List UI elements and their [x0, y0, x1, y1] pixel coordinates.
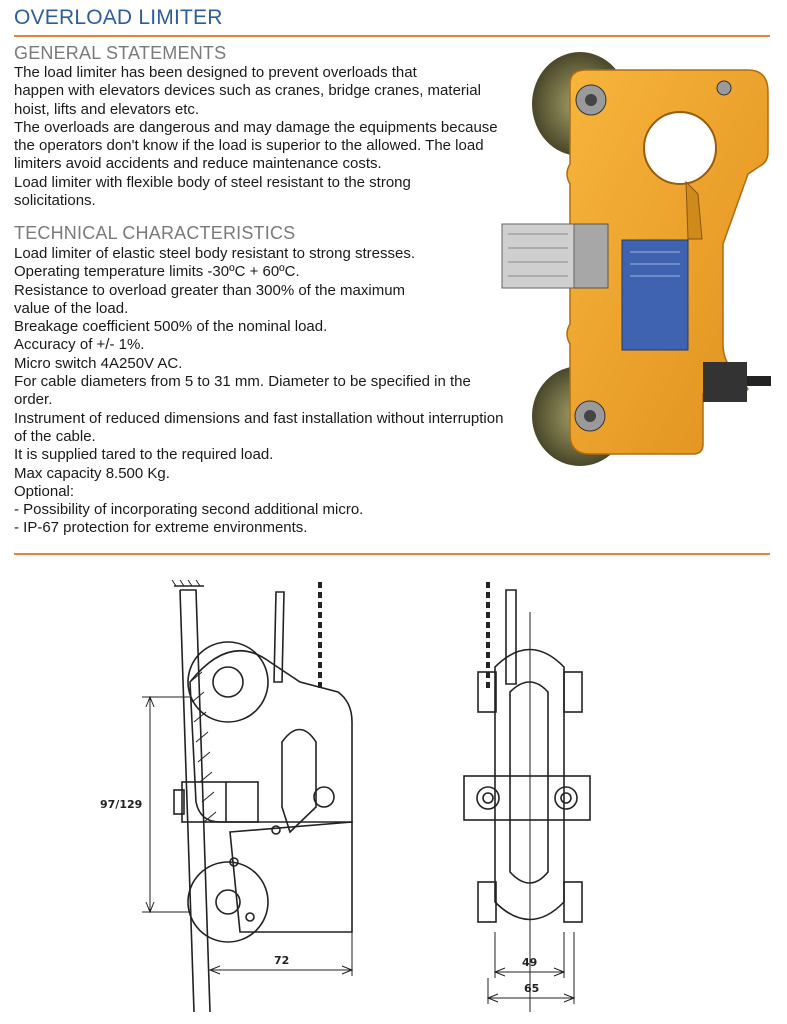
general-line: Load limiter with flexible body of steel resistant to the strong — [14, 173, 411, 191]
technical-paragraph — [14, 245, 503, 538]
technical-line: Load limiter of elastic steel body resistant to strong stresses. — [14, 245, 416, 262]
general-line: The load limiter has been designed to prevent overloads that — [14, 64, 417, 81]
load-limiter-photo — [498, 44, 778, 474]
dim-height: 97/129 — [100, 798, 143, 811]
dim-inner-front: 49 — [522, 956, 538, 969]
general-line: The overloads are dangerous and may damage the equipments because — [14, 118, 498, 136]
technical-line: - IP-67 protection for extreme environments. — [14, 519, 308, 537]
technical-heading: TECHNICAL CHARACTERISTICS — [14, 223, 296, 243]
section-divider — [14, 553, 770, 555]
general-paragraph — [14, 64, 498, 210]
general-line: limiters avoid accidents and reduce maintenance costs. — [14, 155, 382, 173]
general-heading: GENERAL STATEMENTS — [14, 43, 227, 63]
title-divider — [14, 35, 770, 37]
technical-line: - Possibility of incorporating second additional micro. — [14, 501, 364, 519]
technical-line: Max capacity 8.500 Kg. — [14, 464, 170, 482]
technical-line: Instrument of reduced dimensions and fast installation without interruption — [14, 409, 504, 427]
technical-drawing — [90, 572, 610, 1012]
technical-line: For cable diameters from 5 to 31 mm. Diameter to be specified in the — [14, 373, 471, 391]
technical-line: Operating temperature limits -30ºC + 60ºC. — [14, 263, 300, 281]
technical-line: value of the load. — [14, 299, 129, 317]
dim-outer-front: 65 — [524, 982, 540, 995]
general-line: hoist, lifts and elevators etc. — [14, 100, 200, 118]
general-line: happen with elevators devices such as cranes, bridge cranes, material — [14, 82, 481, 100]
technical-line: Accuracy of +/- 1%. — [14, 336, 145, 354]
technical-line: Micro switch 4A250V AC. — [14, 354, 183, 372]
technical-line: order. — [14, 391, 53, 409]
page-title: OVERLOAD LIMITER — [14, 6, 223, 29]
technical-line: Resistance to overload greater than 300% of the maximum — [14, 281, 406, 299]
general-line: solicitations. — [14, 192, 96, 210]
technical-line: Breakage coefficient 500% of the nominal load. — [14, 318, 328, 336]
general-line: the operators don't know if the load is superior to the allowed. The load — [14, 137, 484, 155]
technical-line: Optional: — [14, 482, 75, 500]
technical-line: of the cable. — [14, 427, 96, 445]
dim-width-side: 72 — [274, 954, 290, 967]
technical-line: It is supplied tared to the required load. — [14, 446, 274, 464]
